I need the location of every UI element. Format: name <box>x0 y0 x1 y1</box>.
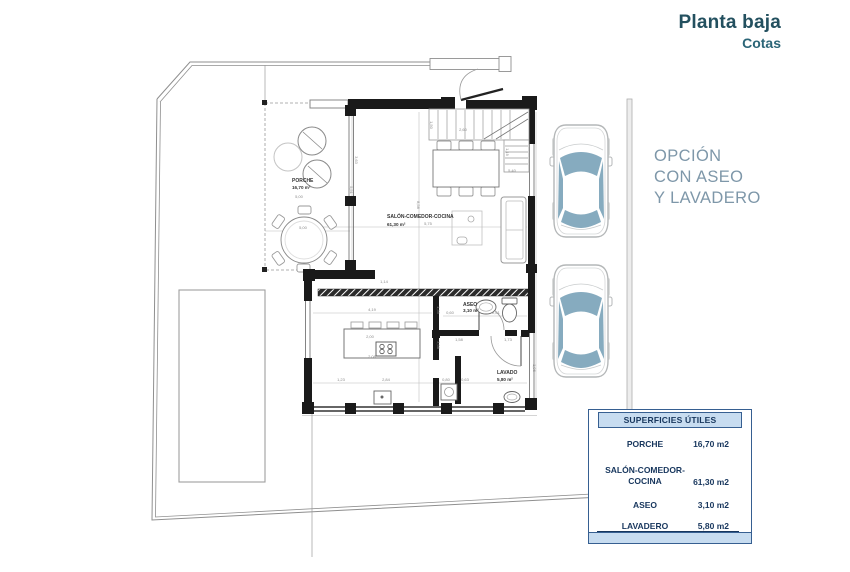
row-value: 5,80 m2 <box>697 521 729 531</box>
dimension-label: 5,75 <box>424 221 432 226</box>
surfaces-table-title: SUPERFICIES ÚTILES <box>598 412 742 428</box>
room-label-lavadero: LAVADO <box>497 370 518 376</box>
dimension-label: 5,40 <box>508 168 516 173</box>
dimension-label: 1,50 <box>429 121 434 129</box>
page-title: Planta baja <box>678 12 781 33</box>
rug <box>452 211 482 245</box>
table-row <box>599 439 729 450</box>
dimension-label: 1,73 <box>504 337 512 342</box>
surfaces-table <box>588 409 752 544</box>
entrance-gate <box>430 57 511 72</box>
street-line <box>627 99 632 411</box>
option-note-line: CON ASEO <box>654 168 744 186</box>
dimension-label: 2,08 <box>368 354 376 359</box>
dimension-label: 2,00 <box>366 334 374 339</box>
car-icon <box>550 125 612 237</box>
row-label: COCINA <box>628 476 662 486</box>
dining-table <box>433 141 499 196</box>
room-area-porche: 16,70 m² <box>292 185 311 190</box>
row-value: 16,70 m2 <box>693 439 729 449</box>
kitchen-island <box>344 322 420 404</box>
table-row <box>599 465 729 487</box>
dimension-label: 1,19 <box>505 148 510 156</box>
room-label-salon: SALÓN-COMEDOR-COCINA <box>387 214 454 220</box>
dimension-label: 8,58 <box>416 201 421 209</box>
dimension-label: 3,98 <box>436 341 441 349</box>
car-icon <box>550 265 612 377</box>
dimension-label: 3,63 <box>354 156 359 164</box>
dimension-label: 5,51 <box>349 186 354 194</box>
row-value: 61,30 m2 <box>693 477 729 487</box>
option-note <box>654 146 761 209</box>
dimension-label: 0,63 <box>461 377 469 382</box>
dimension-label: 4,19 <box>368 307 376 312</box>
dimension-label: 5,00 <box>299 225 307 230</box>
row-label: SALÓN-COMEDOR- <box>605 465 685 475</box>
dimension-label: 2,84 <box>382 377 390 382</box>
table-row <box>599 500 729 511</box>
table-footer-bar <box>589 532 751 543</box>
room-area-aseo: 3,10 m² <box>463 308 479 313</box>
dimension-label: 1,14 <box>380 279 388 284</box>
dimension-label: 2,61 <box>492 310 500 315</box>
option-note-line: OPCIÓN <box>654 147 722 165</box>
title-block <box>678 13 781 51</box>
porch-table <box>271 206 337 272</box>
dimension-label: 2,60 <box>459 127 467 132</box>
row-label: LAVADERO <box>621 521 669 531</box>
row-value: 3,10 m2 <box>697 500 729 510</box>
sofa <box>501 197 526 263</box>
dimension-label: 5,00 <box>295 194 303 199</box>
row-label: PORCHE <box>626 439 664 449</box>
room-label-aseo: ASEO <box>463 302 478 308</box>
dimension-label: 1,06 <box>532 364 537 372</box>
pool <box>179 290 265 482</box>
room-area-salon: 61,30 m² <box>387 222 406 227</box>
room-area-lavadero: 5,80 m² <box>497 377 513 382</box>
dimension-label: 0,60 <box>446 310 454 315</box>
option-note-line: Y LAVADERO <box>654 189 761 207</box>
dimension-label: 0,80 <box>442 377 450 382</box>
dimension-label: 1,23 <box>337 377 345 382</box>
dimension-label: 1,58 <box>455 337 463 342</box>
page-subtitle: Cotas <box>742 34 781 51</box>
lavadero-fixtures <box>441 384 520 403</box>
room-label-porche: PORCHE <box>292 178 314 184</box>
dimension-label: 1,35 <box>436 306 441 314</box>
row-label: ASEO <box>632 500 658 510</box>
